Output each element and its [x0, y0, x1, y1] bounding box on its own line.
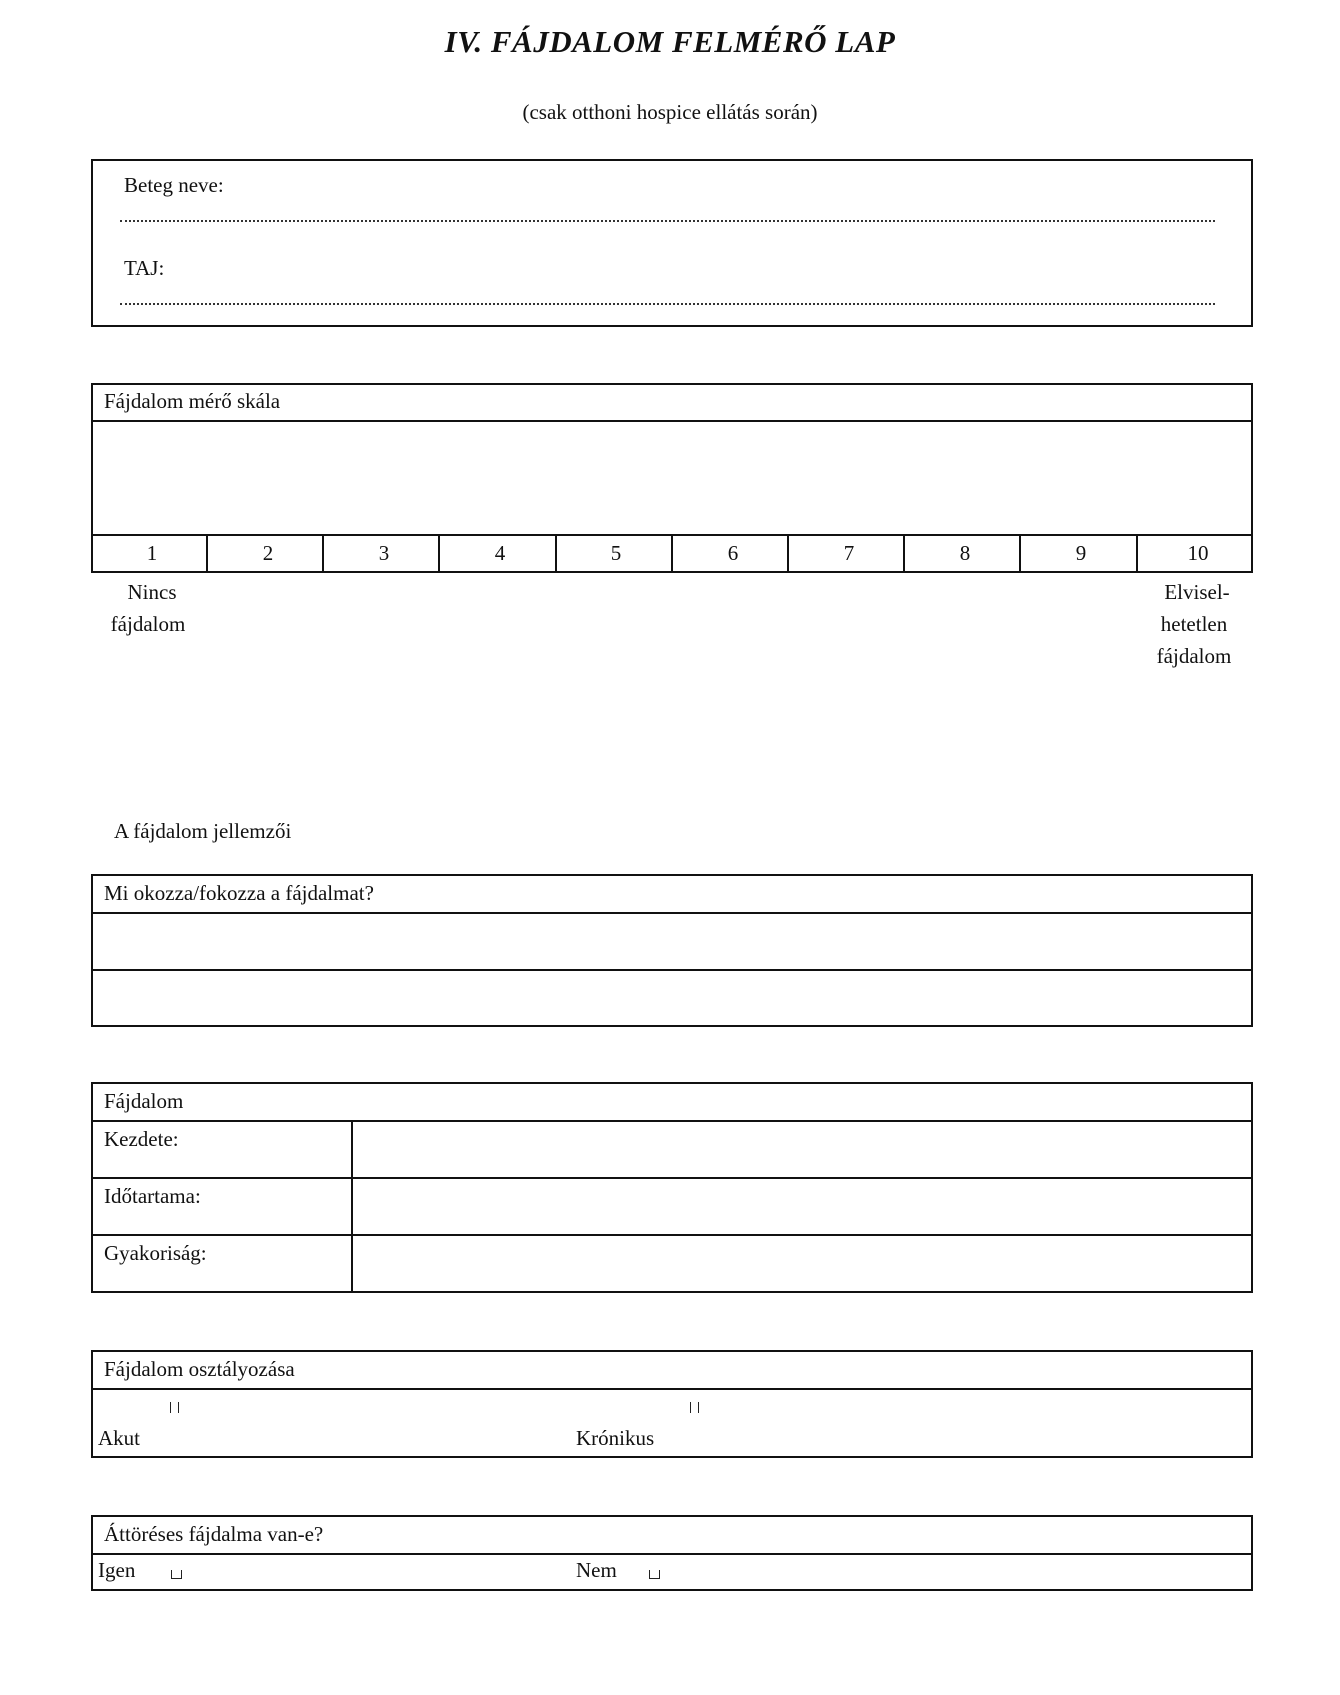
scale-number-1[interactable]: 1	[146, 541, 158, 565]
pain-frequency-label: Gyakoriság:	[104, 1241, 207, 1265]
breakthrough-header: Áttöréses fájdalma van-e?	[104, 1522, 324, 1546]
scale-high-label-line-3: fájdalom	[1156, 644, 1232, 668]
characteristics-heading: A fájdalom jellemzői	[114, 819, 292, 843]
scale-number-9[interactable]: 9	[1075, 541, 1087, 565]
pain-scale-mark-area[interactable]	[93, 423, 1251, 533]
scale-number-2[interactable]: 2	[262, 541, 274, 565]
cause-row-divider	[91, 969, 1253, 971]
scale-divider	[903, 534, 905, 573]
scale-number-6[interactable]: 6	[727, 541, 739, 565]
scale-number-7[interactable]: 7	[843, 541, 855, 565]
page-title: IV. FÁJDALOM FELMÉRŐ LAP	[444, 24, 896, 59]
pain-row-divider	[91, 1234, 1253, 1236]
cause-header: Mi okozza/fokozza a fájdalmat?	[104, 881, 374, 905]
scale-number-4[interactable]: 4	[494, 541, 506, 565]
scale-number-5[interactable]: 5	[610, 541, 622, 565]
pain-duration-field[interactable]	[355, 1180, 1251, 1232]
cause-answer-row-1[interactable]	[93, 915, 1251, 967]
scale-number-10[interactable]: 10	[1187, 541, 1209, 565]
pain-details-column-divider	[351, 1120, 353, 1293]
scale-high-label-line-1: Elvisel-	[1164, 580, 1230, 604]
yes-checkbox[interactable]	[171, 1570, 182, 1579]
cause-answer-row-2[interactable]	[93, 972, 1251, 1024]
scale-number-3[interactable]: 3	[378, 541, 390, 565]
scale-divider	[1136, 534, 1138, 573]
scale-divider	[787, 534, 789, 573]
acute-option-label: Akut	[98, 1426, 140, 1450]
scale-high-label-line-2: hetetlen	[1160, 612, 1228, 636]
cause-header-divider	[91, 912, 1253, 914]
pain-onset-field[interactable]	[355, 1123, 1251, 1175]
no-checkbox[interactable]	[649, 1570, 660, 1579]
classification-header: Fájdalom osztályozása	[104, 1357, 295, 1381]
taj-label: TAJ:	[124, 256, 165, 280]
scale-number-8[interactable]: 8	[959, 541, 971, 565]
pain-row-divider	[91, 1177, 1253, 1179]
chronic-option-label: Krónikus	[576, 1426, 655, 1450]
scale-divider	[1019, 534, 1021, 573]
pain-scale-header: Fájdalom mérő skála	[104, 389, 281, 413]
pain-details-header-divider	[91, 1120, 1253, 1122]
scale-divider	[555, 534, 557, 573]
page-subtitle: (csak otthoni hospice ellátás során)	[522, 100, 818, 124]
no-option-label: Nem	[576, 1558, 617, 1582]
taj-field[interactable]	[120, 303, 1215, 305]
scale-divider	[438, 534, 440, 573]
scale-divider	[671, 534, 673, 573]
scale-low-label-line-1: Nincs	[127, 580, 177, 604]
yes-option-label: Igen	[98, 1558, 136, 1582]
pain-duration-label: Időtartama:	[104, 1184, 201, 1208]
pain-frequency-field[interactable]	[355, 1237, 1251, 1290]
pain-scale-header-divider	[91, 420, 1253, 422]
patient-name-field[interactable]	[120, 220, 1215, 222]
acute-checkbox[interactable]	[170, 1402, 179, 1413]
breakthrough-header-divider	[91, 1553, 1253, 1555]
scale-divider	[322, 534, 324, 573]
classification-header-divider	[91, 1388, 1253, 1390]
patient-name-label: Beteg neve:	[124, 173, 224, 197]
patient-box	[91, 159, 1253, 327]
scale-low-label-line-2: fájdalom	[110, 612, 186, 636]
chronic-checkbox[interactable]	[690, 1402, 699, 1413]
pain-onset-label: Kezdete:	[104, 1127, 179, 1151]
scale-divider	[206, 534, 208, 573]
pain-details-header: Fájdalom	[104, 1089, 184, 1113]
